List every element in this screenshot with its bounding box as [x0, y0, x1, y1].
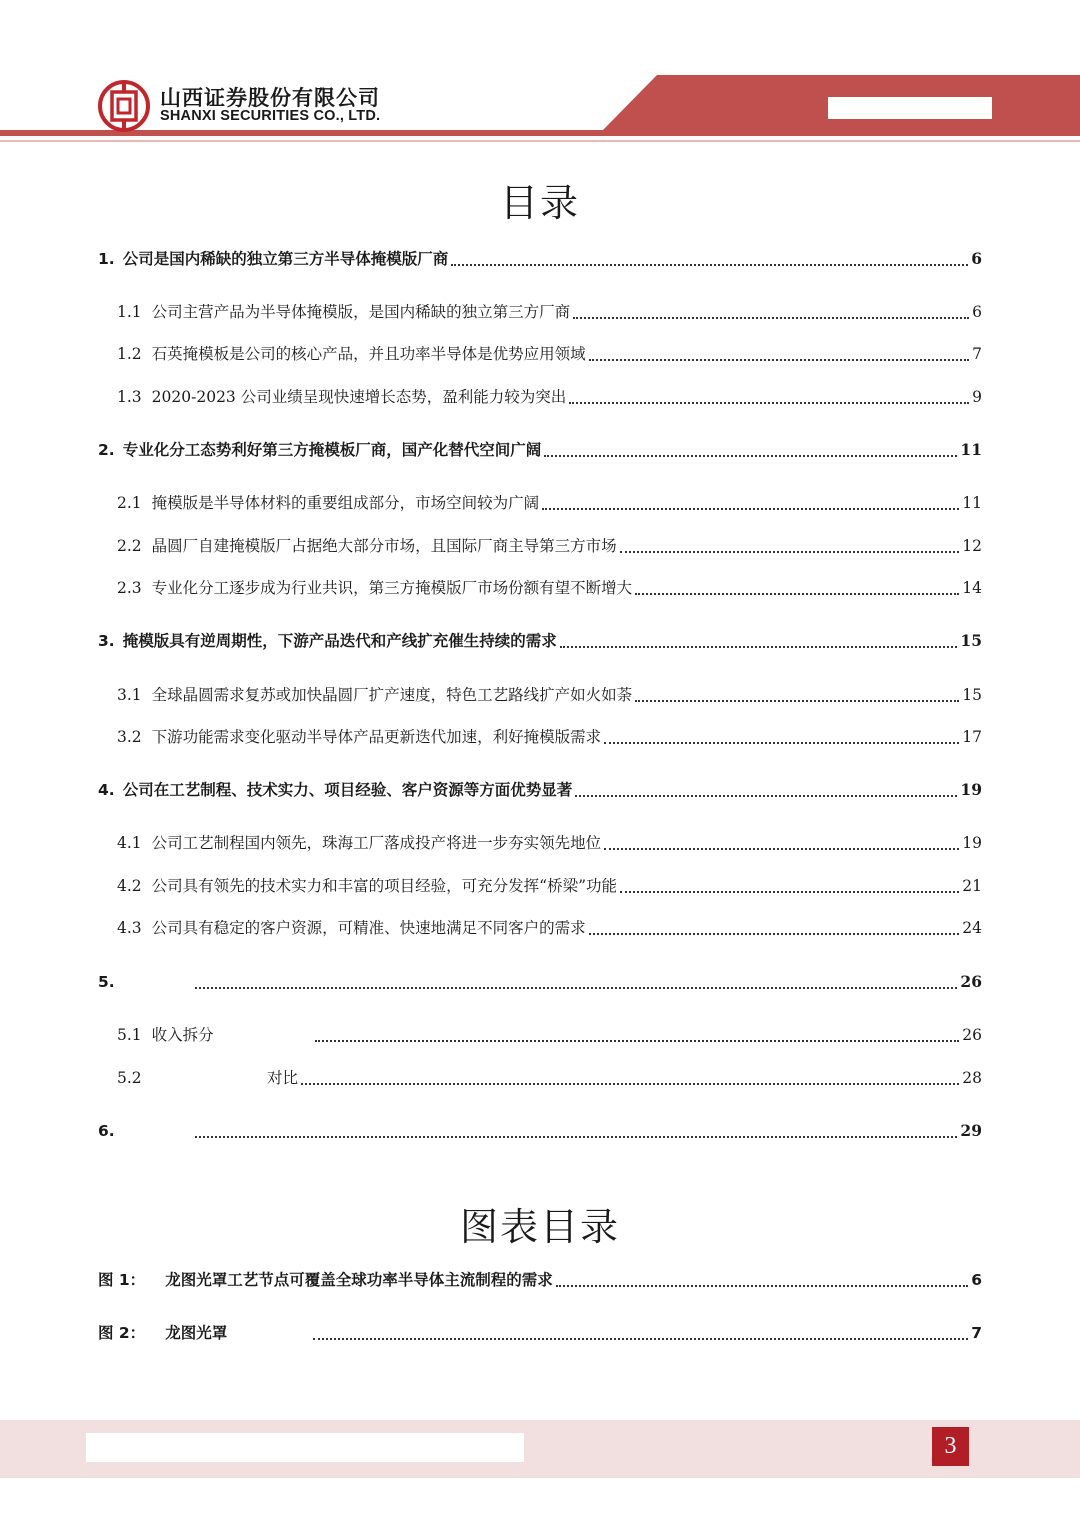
- figure-entry[interactable]: [98, 1268, 982, 1292]
- toc-entry-page: 9: [972, 388, 982, 406]
- toc-dot-leader: [544, 455, 957, 457]
- toc-entry-text: 专业化分工态势利好第三方掩模板厂商，国产化替代空间广阔: [122, 441, 542, 459]
- toc-dot-leader: [589, 933, 960, 935]
- toc-entry-text: 公司是国内稀缺的独立第三方半导体掩模版厂商: [122, 250, 449, 268]
- toc-dot-leader: [589, 359, 969, 361]
- toc-entry-text: 公司具有稳定的客户资源，可精准、快速地满足不同客户的需求: [151, 919, 586, 937]
- toc-entry-page: 26: [960, 972, 982, 991]
- page-number: 3: [932, 1427, 969, 1466]
- toc-entry[interactable]: [117, 1023, 982, 1047]
- toc-entry-number: 1.2: [117, 345, 142, 363]
- toc-dot-leader: [195, 1136, 957, 1138]
- toc-entry-text: 掩模版具有逆周期性，下游产品迭代和产线扩充催生持续的需求: [122, 632, 557, 650]
- toc-entry[interactable]: [98, 629, 982, 653]
- toc-entry[interactable]: [98, 438, 982, 462]
- toc-entry[interactable]: [117, 491, 982, 515]
- toc-entry[interactable]: [117, 300, 982, 324]
- toc-entry-page: 15: [960, 631, 982, 650]
- toc-title: 目录: [499, 181, 580, 225]
- toc-entry[interactable]: [117, 683, 982, 707]
- toc-entry-page: 15: [962, 686, 982, 704]
- toc-dot-leader: [451, 264, 968, 266]
- figure-entry[interactable]: [98, 1321, 982, 1345]
- toc-entry-number: 4.3: [117, 919, 142, 937]
- toc-dot-leader: [569, 402, 969, 404]
- toc-entry[interactable]: [117, 385, 982, 409]
- toc-entry-page: 24: [962, 919, 982, 937]
- toc-entry-page: 11: [960, 440, 982, 459]
- footer-label-box: [86, 1433, 524, 1462]
- toc-entry-text: 掩模版是半导体材料的重要组成部分，市场空间较为广阔: [151, 494, 540, 512]
- toc-entry-number: 2.3: [117, 579, 142, 597]
- toc-entry-page: 12: [962, 537, 982, 555]
- figure-entry-number: 图 1：: [98, 1271, 146, 1289]
- toc-entry-text: 下游功能需求变化驱动半导体产品更新迭代加速，利好掩模版需求: [151, 728, 602, 746]
- toc-entry-number: 1.1: [117, 303, 142, 321]
- header-label-box: [828, 97, 992, 119]
- shanxi-securities-logo-icon: [98, 80, 150, 132]
- toc-dot-leader: [313, 1338, 968, 1340]
- toc-entry[interactable]: [117, 831, 982, 855]
- toc-entry[interactable]: [98, 970, 982, 994]
- toc-entry-page: 21: [962, 877, 982, 895]
- toc-entry-page: 11: [962, 494, 982, 512]
- toc-entry[interactable]: [98, 1119, 982, 1143]
- toc-entry[interactable]: [98, 247, 982, 271]
- toc-entry-text: 专业化分工逐步成为行业共识，第三方掩模版厂市场份额有望不断增大: [151, 579, 633, 597]
- toc-entry-text: 晶圆厂自建掩模版厂占据绝大部分市场，且国际厂商主导第三方市场: [151, 537, 617, 555]
- toc-entry-text: 公司具有领先的技术实力和丰富的项目经验，可充分发挥“桥梁”功能: [151, 877, 618, 895]
- toc-entry-number: 2.: [98, 441, 115, 459]
- figure-entry-text: 龙图光罩工艺节点可覆盖全球功率半导体主流制程的需求: [165, 1271, 553, 1289]
- toc-entry-text: 收入拆分: [151, 1026, 214, 1044]
- toc-entry-page: 6: [972, 303, 982, 321]
- toc-entry[interactable]: [117, 534, 982, 558]
- toc-entry-number: 5.1: [117, 1026, 142, 1044]
- toc-entry[interactable]: [117, 916, 982, 940]
- toc-entry[interactable]: [117, 725, 982, 749]
- toc-entry[interactable]: [98, 778, 982, 802]
- toc-dot-leader: [542, 508, 959, 510]
- toc-entry-number: 3.1: [117, 686, 142, 704]
- toc-entry-text: 公司工艺制程国内领先，珠海工厂落成投产将进一步夯实领先地位: [151, 834, 602, 852]
- figure-entry-number: 图 2：: [98, 1324, 146, 1342]
- figure-entry-page: 6: [971, 1271, 982, 1289]
- toc-dot-leader: [620, 551, 960, 553]
- toc-entry-page: 26: [962, 1026, 982, 1044]
- toc-entry-text: 公司主营产品为半导体掩模版，是国内稀缺的独立第三方厂商: [151, 303, 571, 321]
- toc-entry-page: 7: [972, 345, 982, 363]
- toc-dot-leader: [301, 1083, 959, 1085]
- toc-entry-text: 对比: [267, 1069, 299, 1087]
- company-name-en: SHANXI SECURITIES CO., LTD.: [160, 108, 381, 124]
- toc-entry-page: 19: [962, 834, 982, 852]
- toc-entry-number: 2.1: [117, 494, 142, 512]
- toc-entry[interactable]: [117, 874, 982, 898]
- toc-entry-number: 3.2: [117, 728, 142, 746]
- toc-dot-leader: [560, 646, 958, 648]
- toc-dot-leader: [195, 987, 957, 989]
- toc-entry-number: 5.: [98, 973, 115, 991]
- toc-entry-number: 1.3: [117, 388, 142, 406]
- toc-entry-number: 4.2: [117, 877, 142, 895]
- toc-entry[interactable]: [117, 576, 982, 600]
- toc-entry-text: 公司在工艺制程、技术实力、项目经验、客户资源等方面优势显著: [122, 781, 573, 799]
- toc-dot-leader: [556, 1285, 969, 1287]
- toc-entry-text: 石英掩模板是公司的核心产品，并且功率半导体是优势应用领域: [151, 345, 586, 363]
- company-name-cn: 山西证券股份有限公司: [160, 86, 380, 110]
- toc-dot-leader: [604, 742, 959, 744]
- toc-entry-number: 1.: [98, 250, 115, 268]
- toc-dot-leader: [635, 700, 959, 702]
- figures-title: 图表目录: [459, 1205, 620, 1249]
- toc-entry[interactable]: [117, 1066, 982, 1090]
- toc-entry-page: 19: [960, 780, 982, 799]
- toc-entry-page: 17: [962, 728, 982, 746]
- toc-dot-leader: [620, 891, 959, 893]
- toc-entry[interactable]: [117, 342, 982, 366]
- toc-dot-leader: [635, 593, 959, 595]
- toc-entry-number: 5.2: [117, 1069, 142, 1087]
- toc-entry-page: 14: [962, 579, 982, 597]
- figure-entry-text: 龙图光罩: [165, 1324, 228, 1342]
- toc-entry-page: 28: [962, 1069, 982, 1087]
- toc-entry-number: 4.1: [117, 834, 142, 852]
- figure-entry-page: 7: [971, 1324, 982, 1342]
- header-band: [0, 0, 1080, 150]
- toc-dot-leader: [575, 795, 957, 797]
- toc-dot-leader: [573, 317, 969, 319]
- toc-entry-text: 全球晶圆需求复苏或加快晶圆厂扩产速度，特色工艺路线扩产如火如荼: [151, 686, 633, 704]
- toc-entry-page: 6: [971, 249, 982, 268]
- toc-entry-number: 4.: [98, 781, 115, 799]
- page-header: [0, 0, 1080, 150]
- toc-entry-page: 29: [960, 1121, 982, 1140]
- toc-entry-number: 3.: [98, 632, 115, 650]
- toc-entry-number: 2.2: [117, 537, 142, 555]
- toc-dot-leader: [315, 1040, 960, 1042]
- toc-dot-leader: [604, 848, 959, 850]
- toc-entry-text: 2020-2023 公司业绩呈现快速增长态势，盈利能力较为突出: [151, 388, 567, 406]
- toc-entry-number: 6.: [98, 1122, 115, 1140]
